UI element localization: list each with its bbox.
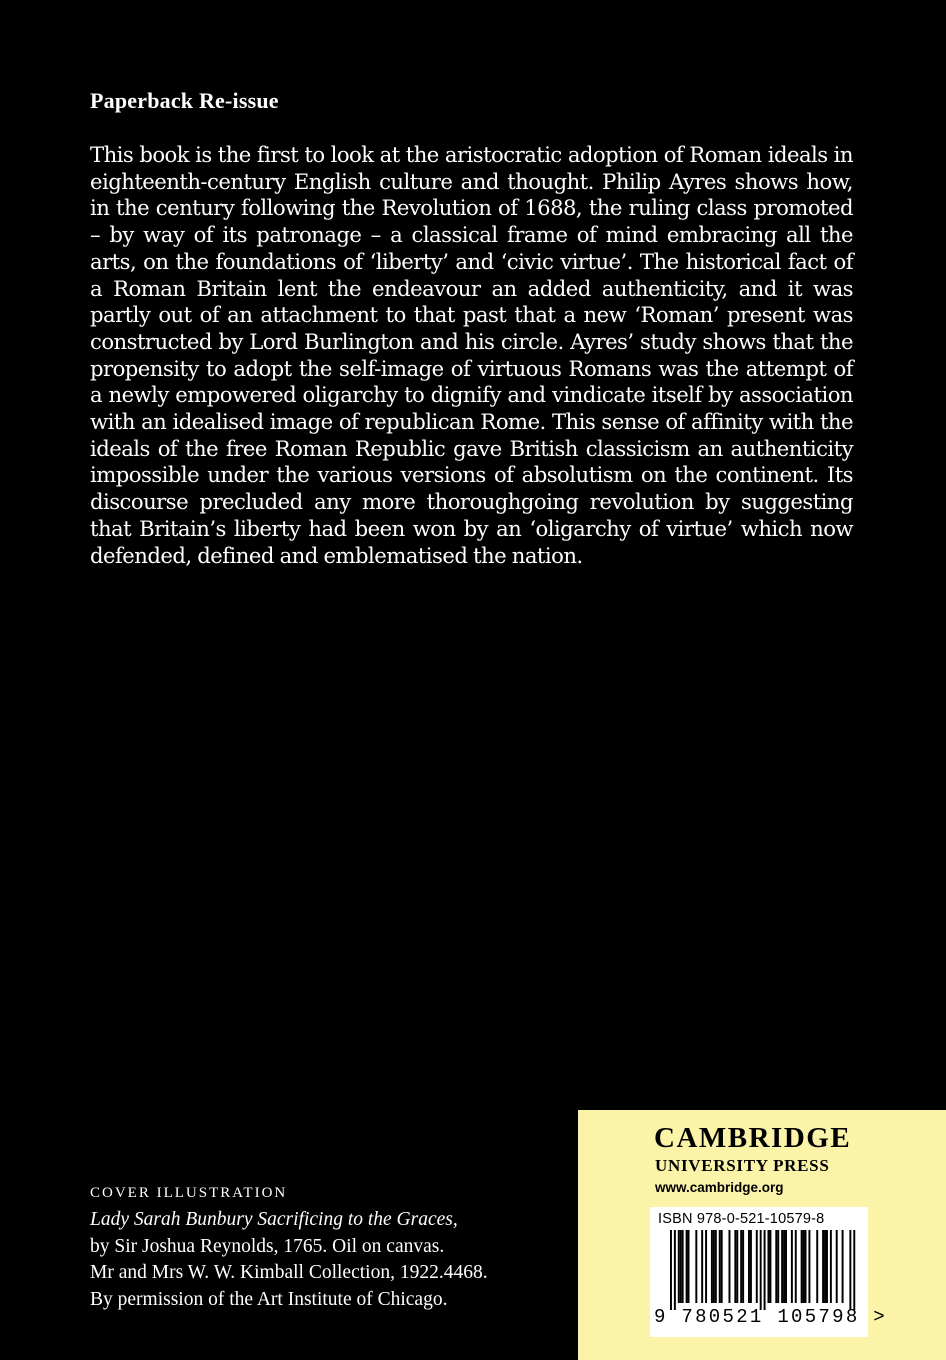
barcode-bar <box>719 1230 721 1303</box>
barcode-bar <box>769 1230 771 1303</box>
barcode-guard-bar <box>764 1230 766 1310</box>
barcode-bar <box>836 1230 838 1303</box>
publisher-panel <box>578 1110 946 1360</box>
barcode-bar <box>775 1230 777 1303</box>
barcode-bar <box>748 1230 750 1303</box>
barcode-bar <box>824 1230 826 1303</box>
barcode-bar <box>805 1230 807 1303</box>
barcode-bar <box>678 1230 680 1303</box>
barcode-bar <box>795 1230 797 1303</box>
barcode-bar <box>842 1230 844 1303</box>
barcode-bar <box>686 1230 688 1303</box>
barcode-bar <box>768 1230 770 1303</box>
barcode-bar <box>701 1230 703 1303</box>
barcode-bar <box>695 1230 697 1303</box>
barcode-bar <box>816 1230 818 1303</box>
cover-illustration-credit <box>90 1183 570 1313</box>
barcode-bar <box>688 1230 690 1303</box>
barcode-bar <box>711 1230 713 1303</box>
barcode-bar <box>826 1230 828 1303</box>
barcode-bar <box>803 1230 805 1303</box>
barcode-bar <box>756 1230 758 1303</box>
publisher-url: www.cambridge.org <box>655 1180 784 1195</box>
barcode-guard-bar <box>853 1230 855 1310</box>
publisher-name: CAMBRIDGE <box>654 1122 852 1154</box>
barcode-box <box>650 1207 887 1337</box>
barcode-bar <box>721 1230 723 1303</box>
painting-title: Lady Sarah Bunbury Sacrificing to the Graces, <box>90 1209 458 1230</box>
barcode-guard-bar <box>760 1230 762 1310</box>
barcode-bar <box>785 1230 787 1303</box>
painting-permission-line: By permission of the Art Institute of Chicago. <box>90 1288 448 1310</box>
barcode-bar <box>682 1230 684 1303</box>
barcode-digits: 9 780521 105798 > <box>654 1306 887 1328</box>
painting-artist-line: by Sir Joshua Reynolds, 1765. Oil on canvas. <box>90 1235 445 1257</box>
painting-collection-line: Mr and Mrs W. W. Kimball Collection, 1922.4468. <box>90 1262 488 1283</box>
heading: Paperback Re-issue <box>90 88 279 113</box>
book-description: This book is the first to look at the aristocratic adoption of Roman ideals in eighteenth-century English culture and thought. Philip Ayres shows how, in the century following the Revolution of 1688, the ruling class promoted – by way of its patronage – a classical frame of mind embracing all the arts, on the foundations of ‘liberty’ and ‘civic virtue’. The historical fact of a Roman Britain lent the endeavour an added authenticity, and it was partly out of an attachment to that past that a new ‘Roman’ present was constructed by Lord Burlington and his circle. Ayres’ study shows that the propensity to adopt the self-image of virtuous Romans was the attempt of a newly empowered oligarchy to dignify and vindicate itself by association with an idealised image of republican Rome. This sense of affinity with the ideals of the free Roman Republic gave British classicism an authenticity impossible under the various versions of absolutism on the continent. Its discourse precluded any more thoroughgoing revolution by suggesting that Britain’s liberty had been won by an ‘oligarchy of virtue’ which now defended, defined and emblematised the nation. <box>90 142 853 568</box>
barcode-bar <box>729 1230 731 1303</box>
barcode-bar <box>750 1230 752 1303</box>
barcode-bar <box>801 1230 803 1303</box>
barcode-bar <box>783 1230 785 1303</box>
isbn-label: ISBN 978-0-521-10579-8 <box>658 1211 825 1227</box>
barcode-bar <box>822 1230 824 1303</box>
barcode-bar <box>781 1230 783 1303</box>
barcode-bar <box>830 1230 832 1303</box>
barcode-bar <box>740 1230 742 1303</box>
barcode-bar <box>808 1230 810 1303</box>
barcode-bar <box>791 1230 793 1303</box>
publisher-subtitle: UNIVERSITY PRESS <box>655 1156 830 1175</box>
barcode-bar <box>736 1230 738 1303</box>
barcode-bar <box>715 1230 717 1303</box>
barcode-bar <box>777 1230 779 1303</box>
barcode-guard-bar <box>674 1230 676 1310</box>
cover-illustration-label: COVER ILLUSTRATION <box>90 1185 288 1201</box>
barcode-bar <box>680 1230 682 1303</box>
barcode-guard-bar <box>670 1230 672 1310</box>
barcode-bar <box>705 1230 707 1303</box>
barcode-guard-bar <box>849 1230 851 1310</box>
barcode-bar <box>742 1230 744 1303</box>
barcode-bar <box>713 1230 715 1303</box>
barcode-bar <box>734 1230 736 1303</box>
